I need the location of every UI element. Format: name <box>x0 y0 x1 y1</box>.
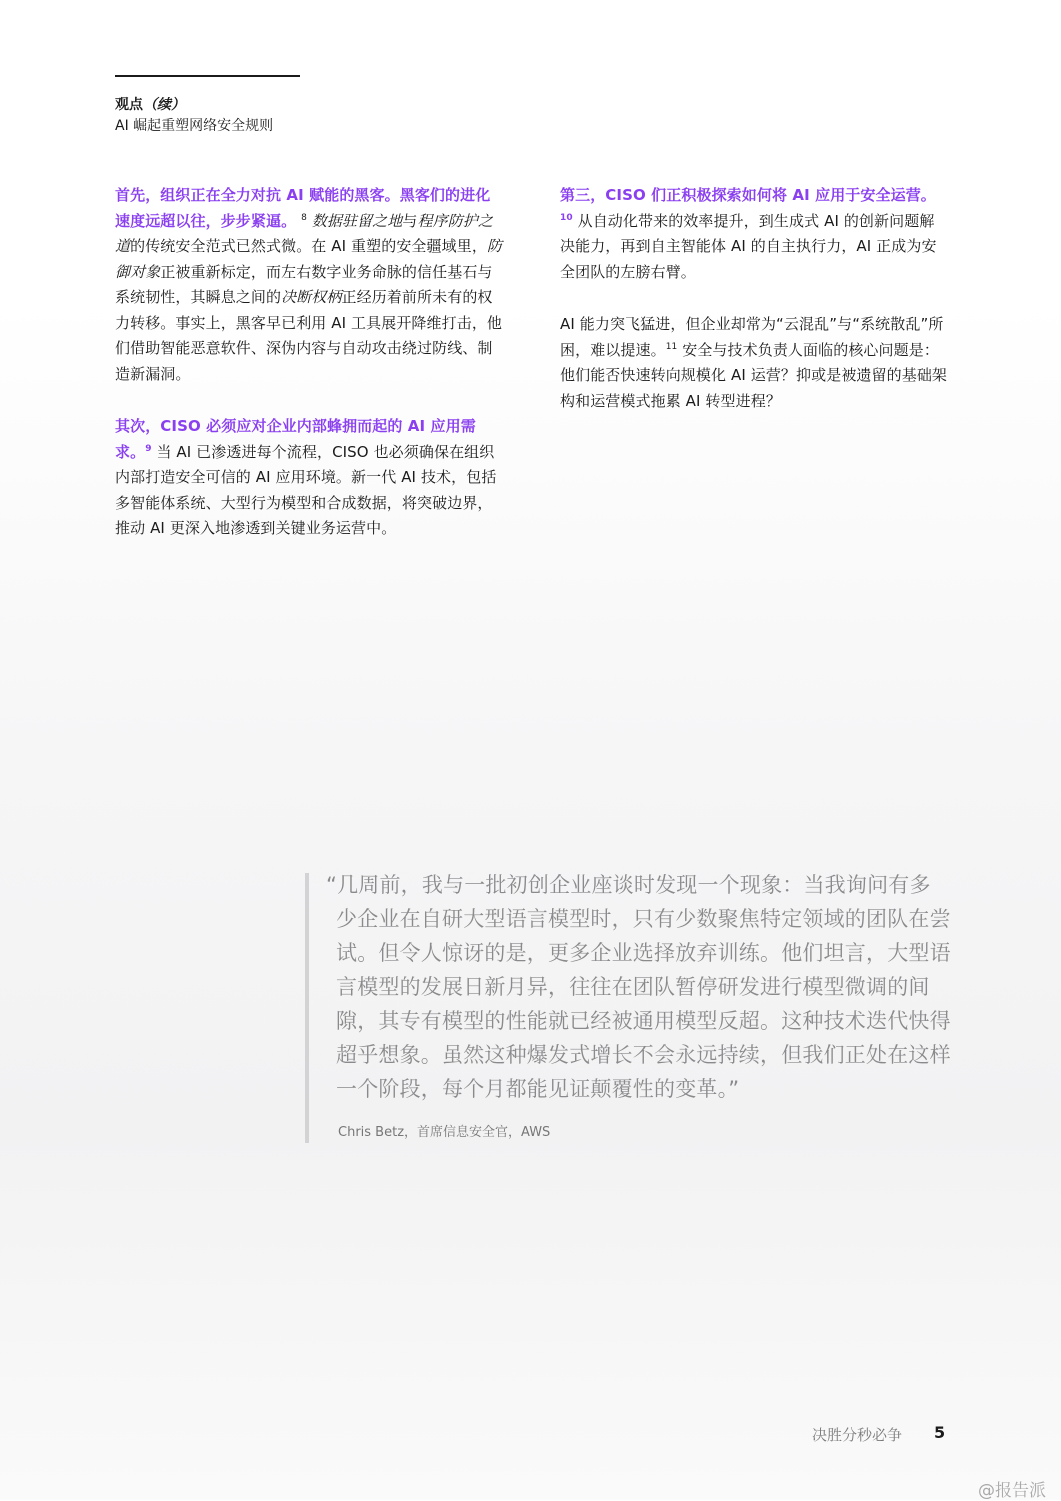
quote-bar <box>305 873 309 1143</box>
paragraph-second: 其次，CISO 必须应对企业内部蜂拥而起的 AI 应用需求。$^9$ 当 AI 已渗透进每个流程，CISO 也必须确保在组织内部打造安全可信的 AI 应用环境。新一代 AI 技术，包括多智能体系统、大型行为模型和合成数据，将突破边界，推动 AI 更深入地渗透到关键业务运营中。 <box>115 417 497 537</box>
page-number: 5 <box>934 1423 946 1442</box>
section-title: 观点（续） <box>115 97 185 113</box>
footnote-ref[interactable]: 9 <box>145 443 152 454</box>
footnote-ref[interactable]: 11 <box>665 341 678 352</box>
paragraph-lead: 首先，组织正在全力对抗 AI 赋能的黑客。黑客们的进化速度远超以往，步步紧逼。 <box>115 186 491 230</box>
paragraph-fourth: AI 能力突飞猛进，但企业却常为“云混乱”与“系统散乱”所困，难以提速。$^{11}$ 安全与技术负责人面临的核心问题是：他们能否快速转向规模化 AI 运营？抑或是被遗留的基础架构和运营模式拖累 AI 转型进程？ <box>560 315 948 410</box>
footer-title: 决胜分秒必争 <box>812 1426 903 1444</box>
paragraph-lead: 第三，CISO 们正积极探索如何将 AI 应用于安全运营。 <box>560 186 936 204</box>
left-column <box>115 183 503 569</box>
quote-text: “几周前，我与一批初创企业座谈时发现一个现象：当我询问有多少企业在自研大型语言模型时，只有少数聚焦特定领域的团队在尝试。但令人惊讶的是，更多企业选择放弃训练。他们坦言，大型语言模型的发展日新月异，往往在团队暂停研发进行模型微调的间隙，其专有模型的性能就已经被通用模型反超。这种技术迭代快得超乎想象。虽然这种爆发式增长不会永远持续，但我们正处在这样一个阶段，每个月都能见证颠覆性的变革。” <box>326 873 951 1101</box>
footnote-ref[interactable]: 8 <box>301 212 307 223</box>
section-header <box>115 95 273 137</box>
right-column <box>560 183 948 441</box>
header-rule <box>115 75 300 77</box>
watermark: @报告派 <box>978 1481 1046 1501</box>
pull-quote <box>326 868 951 1106</box>
paragraph-lead: 其次，CISO 必须应对企业内部蜂拥而起的 AI 应用需求。 <box>115 417 476 461</box>
paragraph-first: 首先，组织正在全力对抗 AI 赋能的黑客。黑客们的进化速度远超以往，步步紧逼。 $^8$ 数据驻留之地与程序防护之道的传统安全范式已然式微。在 AI 重塑的安全疆域里，防御对象正被重新标定，而左右数字业务命脉的信任基石与系统韧性，其瞬息之间的决断权柄正经历着前所未有的权力转移。事实上，黑客早已利用 AI 工具展开降维打击，他们借助智能恶意软件、深伪内容与自动攻击绕过防线、制造新漏洞。 <box>115 186 503 383</box>
paragraph-third: 第三，CISO 们正积极探索如何将 AI 应用于安全运营。$^{10}$ 从自动化带来的效率提升，到生成式 AI 的创新问题解决能力，再到自主智能体 AI 的自主执行力，AI 正成为安全团队的左膀右臂。 <box>560 186 937 281</box>
section-subtitle: AI 崛起重塑网络安全规则 <box>115 118 274 134</box>
footnote-ref[interactable]: 10 <box>560 212 573 223</box>
quote-attribution: Chris Betz，首席信息安全官，AWS <box>338 1125 551 1140</box>
